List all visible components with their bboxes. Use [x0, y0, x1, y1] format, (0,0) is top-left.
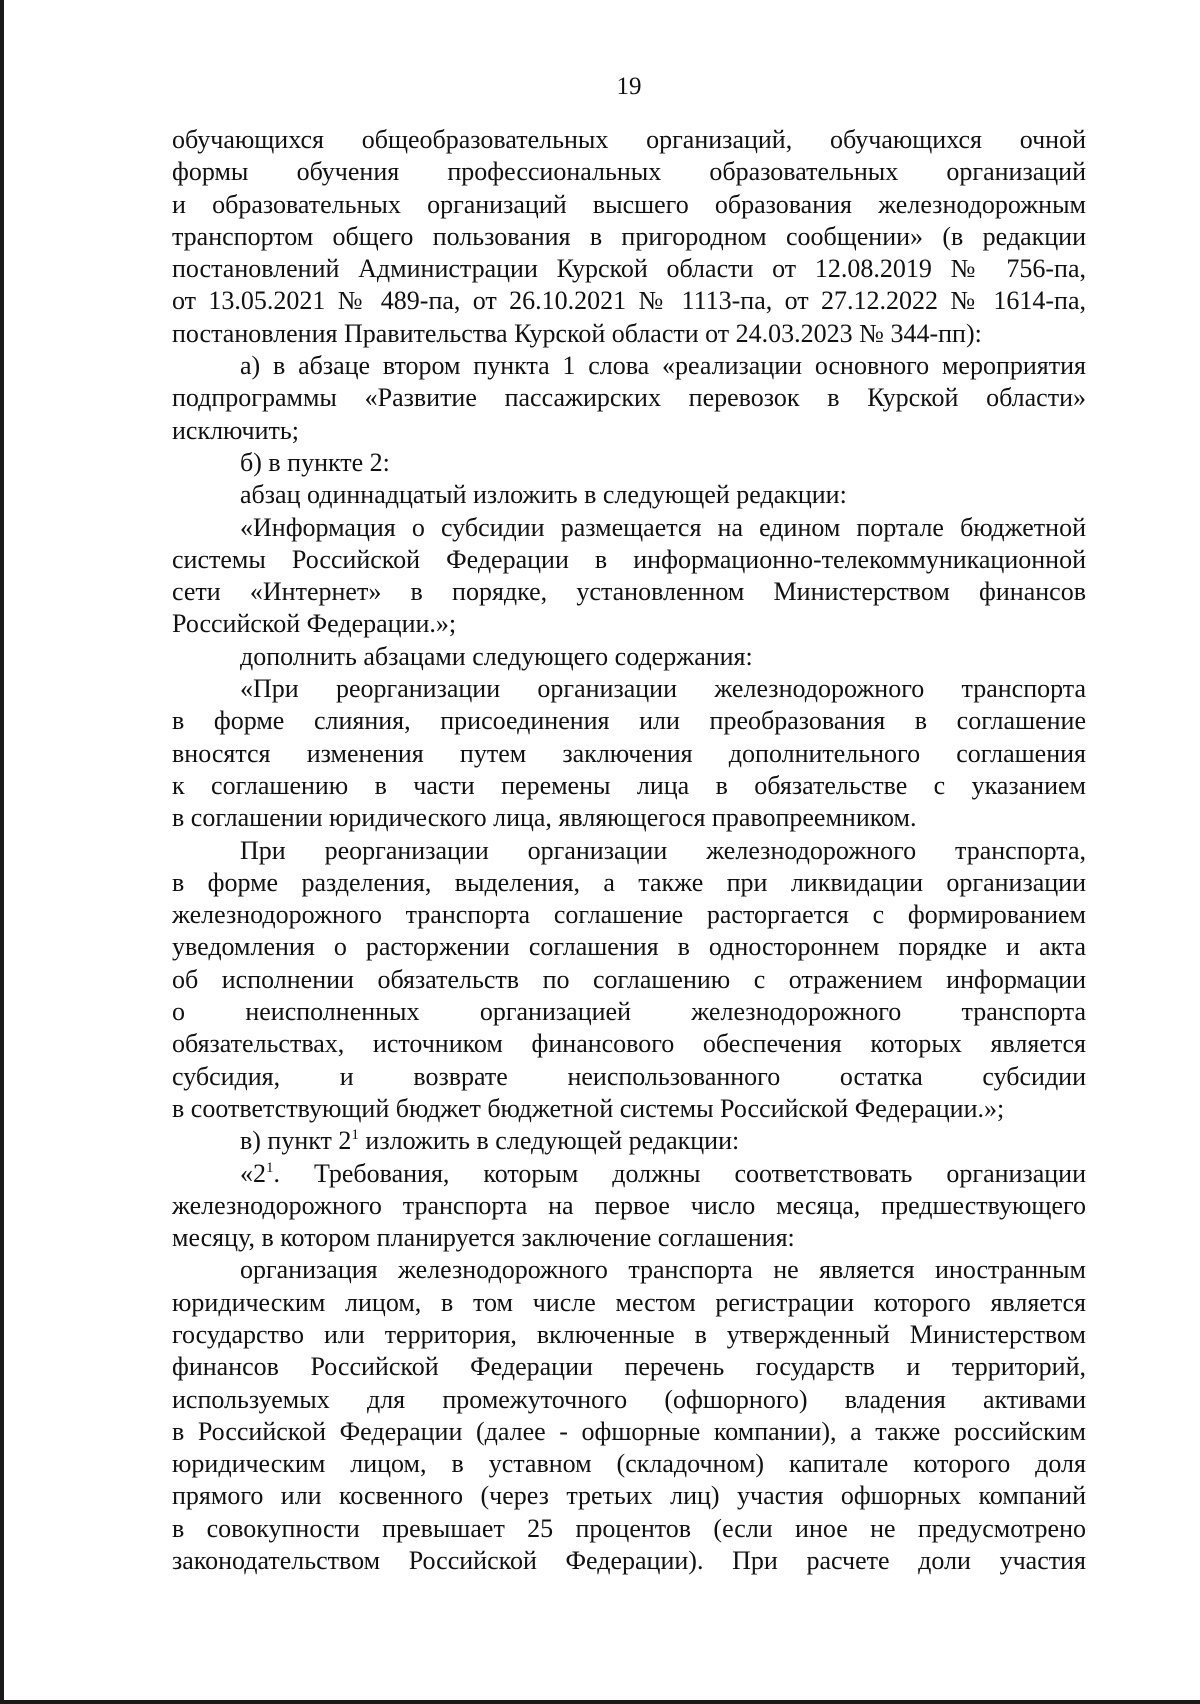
- text-segment: и образовательных организаций высшего образования железнодорожным: [172, 189, 1086, 219]
- text-segment: используемых для промежуточного (офшорного) владения активами: [172, 1384, 1086, 1414]
- text-segment: в Российской Федерации (далее - офшорные компании), а также российским: [172, 1416, 1086, 1446]
- text-segment: «Информация о субсидии размещается на едином портале бюджетной: [240, 512, 1086, 542]
- text-line: [172, 285, 1086, 317]
- text-segment: формы обучения профессиональных образовательных организаций: [172, 157, 1086, 187]
- text-segment: транспортом общего пользования в пригородном сообщении» (в редакции: [172, 221, 1086, 251]
- text-segment: государство или территория, включенные в утвержденный Министерством: [172, 1319, 1086, 1349]
- text-segment: постановлений Администрации Курской области от 12.08.2019 № 756-па,: [172, 254, 1086, 284]
- text-segment: юридическим лицом, в уставном (складочном) капитале которого доля: [172, 1449, 1086, 1479]
- scan-edge-bottom: [0, 1700, 1200, 1704]
- text-segment: субсидия, и возврате неиспользованного остатка субсидии: [172, 1061, 1086, 1091]
- text-line: [172, 1448, 1086, 1480]
- text-segment: прямого или косвенного (через третьих лиц) участия офшорных компаний: [172, 1481, 1086, 1511]
- text-line: [172, 802, 1086, 834]
- text-line: [172, 479, 1086, 511]
- text-segment: а) в абзаце втором пункта 1 слова «реализации основного мероприятия: [240, 351, 1086, 381]
- text-segment: в форме слияния, присоединения или преобразования в соглашение: [172, 706, 1086, 736]
- text-segment: законодательством Российской Федерации). При расчете доли участия: [172, 1546, 1086, 1576]
- text-segment: изложить в следующей редакции:: [358, 1126, 740, 1156]
- text-segment: в соответствующий бюджет бюджетной системы Российской Федерации.»;: [172, 1093, 1005, 1123]
- text-line: [172, 576, 1086, 608]
- text-line: [172, 382, 1086, 414]
- text-line: [172, 544, 1086, 576]
- text-line: [172, 608, 1086, 640]
- text-segment: постановления Правительства Курской области от 24.03.2023 № 344-пп):: [172, 318, 982, 348]
- text-line: [172, 1351, 1086, 1383]
- text-line: [172, 1545, 1086, 1577]
- text-line: [172, 1222, 1086, 1254]
- text-line: [172, 189, 1086, 221]
- text-line: [172, 318, 1086, 350]
- text-line: [172, 156, 1086, 188]
- text-segment: вносятся изменения путем заключения дополнительного соглашения: [172, 738, 1086, 768]
- text-segment: юридическим лицом, в том числе местом регистрации которого является: [172, 1287, 1086, 1317]
- text-line: [172, 899, 1086, 931]
- text-line: [172, 512, 1086, 544]
- text-line: [172, 350, 1086, 382]
- text-line: [172, 931, 1086, 963]
- text-line: [172, 1158, 1086, 1190]
- text-line: [172, 1480, 1086, 1512]
- text-line: [172, 673, 1086, 705]
- text-segment: обязательствах, источником финансового обеспечения которых является: [172, 1029, 1086, 1059]
- text-line: [172, 964, 1086, 996]
- page-number: 19: [616, 73, 642, 100]
- text-segment: организация железнодорожного транспорта не является иностранным: [240, 1255, 1086, 1285]
- text-line: [172, 124, 1086, 156]
- text-segment: «При реорганизации организации железнодорожного транспорта: [240, 674, 1086, 704]
- text-segment: обучающихся общеобразовательных организаций, обучающихся очной: [172, 125, 1086, 154]
- text-line: [172, 1190, 1086, 1222]
- text-line: [172, 641, 1086, 673]
- text-segment: . Требования, которым должны соответствовать организации: [273, 1158, 1086, 1188]
- text-line: [172, 1513, 1086, 1545]
- scan-edge-left: [0, 0, 4, 1704]
- text-line: [172, 415, 1086, 447]
- text-line: [172, 1061, 1086, 1093]
- text-segment: Российской Федерации.»;: [172, 609, 457, 639]
- text-segment: от 13.05.2021 № 489-па, от 26.10.2021 № 1113-па, от 27.12.2022 № 1614-па,: [172, 286, 1086, 316]
- text-segment: сети «Интернет» в порядке, установленном Министерством финансов: [172, 577, 1086, 607]
- text-line: [172, 770, 1086, 802]
- text-segment: дополнить абзацами следующего содержания:: [240, 641, 753, 671]
- text-segment: в) пункт 2: [240, 1126, 352, 1156]
- text-segment: подпрограммы «Развитие пассажирских перевозок в Курской области»: [172, 383, 1086, 413]
- text-line: [172, 1125, 1086, 1157]
- text-line: [172, 738, 1086, 770]
- text-segment: о неисполненных организацией железнодорожного транспорта: [172, 997, 1086, 1027]
- text-segment: об исполнении обязательств по соглашению с отражением информации: [172, 964, 1086, 994]
- text-line: [172, 996, 1086, 1028]
- text-segment: месяцу, в котором планируется заключение соглашения:: [172, 1223, 795, 1253]
- text-line: [172, 1254, 1086, 1286]
- text-segment: «2: [240, 1158, 266, 1188]
- superscript: 1: [266, 1159, 274, 1176]
- text-line: [172, 1028, 1086, 1060]
- text-segment: в совокупности превышает 25 процентов (если иное не предусмотрено: [172, 1513, 1086, 1543]
- text-line: [172, 1384, 1086, 1416]
- text-line: [172, 221, 1086, 253]
- text-segment: абзац одиннадцатый изложить в следующей редакции:: [240, 480, 847, 510]
- text-line: [172, 835, 1086, 867]
- text-segment: исключить;: [172, 415, 299, 445]
- text-segment: финансов Российской Федерации перечень государств и территорий,: [172, 1352, 1086, 1382]
- text-line: [172, 705, 1086, 737]
- text-line: [172, 867, 1086, 899]
- text-segment: в соглашении юридического лица, являющегося правопреемником.: [172, 803, 917, 833]
- text-line: [172, 447, 1086, 479]
- text-line: [172, 1319, 1086, 1351]
- text-segment: б) в пункте 2:: [240, 447, 390, 477]
- text-segment: в форме разделения, выделения, а также при ликвидации организации: [172, 867, 1086, 897]
- text-segment: к соглашению в части перемены лица в обязательстве с указанием: [172, 770, 1086, 800]
- text-line: [172, 1416, 1086, 1448]
- text-segment: железнодорожного транспорта соглашение расторгается с формированием: [172, 900, 1086, 930]
- superscript: 1: [351, 1127, 359, 1144]
- text-segment: При реорганизации организации железнодорожного транспорта,: [240, 835, 1086, 865]
- text-segment: системы Российской Федерации в информационно-телекоммуникационной: [172, 544, 1086, 574]
- text-line: [172, 1287, 1086, 1319]
- document-body: [172, 124, 1086, 1577]
- text-segment: железнодорожного транспорта на первое число месяца, предшествующего: [172, 1190, 1086, 1220]
- text-line: [172, 1093, 1086, 1125]
- text-line: [172, 253, 1086, 285]
- text-segment: уведомления о расторжении соглашения в одностороннем порядке и акта: [172, 932, 1086, 962]
